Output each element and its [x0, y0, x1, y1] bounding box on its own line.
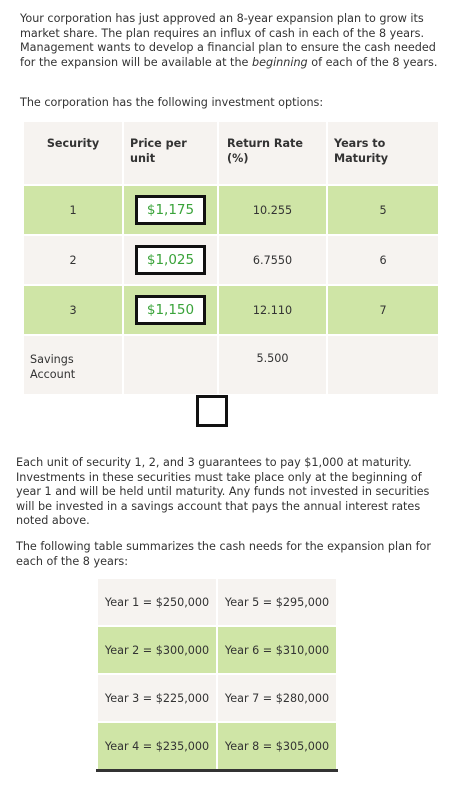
price-input[interactable]: $1,025 — [135, 245, 206, 275]
security-row — [23, 235, 439, 285]
security-row — [23, 285, 439, 335]
security-id: 2 — [23, 235, 123, 285]
savings-label: Savings Account — [30, 353, 76, 381]
cash-cell: Year 8 = $305,000 — [217, 722, 337, 771]
price-input[interactable]: $1,150 — [135, 295, 206, 325]
cash-needs-table — [96, 577, 338, 772]
cash-row — [97, 674, 337, 722]
options-intro: The corporation has the following investment options: — [20, 96, 324, 109]
price-input[interactable]: $1,175 — [135, 195, 206, 225]
header-security: Security — [46, 137, 100, 150]
security-id: 1 — [23, 185, 123, 235]
cash-row — [97, 722, 337, 771]
years-to-maturity: 5 — [327, 185, 439, 235]
security-row — [23, 185, 439, 235]
return-rate: 10.255 — [218, 185, 327, 235]
security-id: 3 — [23, 285, 123, 335]
years-to-maturity: 7 — [327, 285, 439, 335]
header-return-rate: Return Rate (%) — [227, 137, 303, 165]
savings-years — [327, 335, 439, 395]
intro-text-end: of each of the 8 years. — [307, 55, 438, 69]
cash-cell: Year 3 = $225,000 — [97, 674, 217, 722]
return-rate: 12.110 — [218, 285, 327, 335]
cash-cell: Year 2 = $300,000 — [97, 626, 217, 674]
intro-text: Your corporation has just approved an 8-year expansion plan to grow its market share. The plan requires an influx of cash in each of the 8 years. Management wants to develop a financial plan to ensure the cash needed for the expansion will be available at the — [20, 12, 436, 69]
investment-table — [22, 120, 440, 396]
cash-cell: Year 6 = $310,000 — [217, 626, 337, 674]
return-rate: 6.7550 — [218, 235, 327, 285]
intro-emphasis: beginning — [251, 55, 308, 69]
header-years: Years to Maturity — [334, 137, 388, 165]
years-to-maturity: 6 — [327, 235, 439, 285]
cash-cell: Year 4 = $235,000 — [97, 722, 217, 771]
cash-cell: Year 1 = $250,000 — [97, 578, 217, 626]
cash-row — [97, 626, 337, 674]
cash-needs-intro: The following table summarizes the cash needs for the expansion plan for each of the 8 years: — [16, 540, 431, 568]
intro-paragraph — [20, 12, 440, 70]
description-paragraph: Each unit of security 1, 2, and 3 guarantees to pay $1,000 at maturity. Investments in these securities must take place only at the beginning of year 1 and will be held until maturity. Any funds not invested in securities will be invested in a savings account that pays the annual interest rates noted above. — [16, 456, 430, 528]
savings-price — [123, 335, 218, 395]
cash-cell: Year 7 = $280,000 — [217, 674, 337, 722]
investment-header-row — [23, 121, 439, 185]
savings-rate: 5.500 — [256, 352, 289, 365]
savings-row — [23, 335, 439, 395]
cash-row — [97, 578, 337, 626]
header-price: Price per unit — [130, 137, 187, 165]
blank-answer-box[interactable] — [196, 395, 228, 427]
cash-cell: Year 5 = $295,000 — [217, 578, 337, 626]
